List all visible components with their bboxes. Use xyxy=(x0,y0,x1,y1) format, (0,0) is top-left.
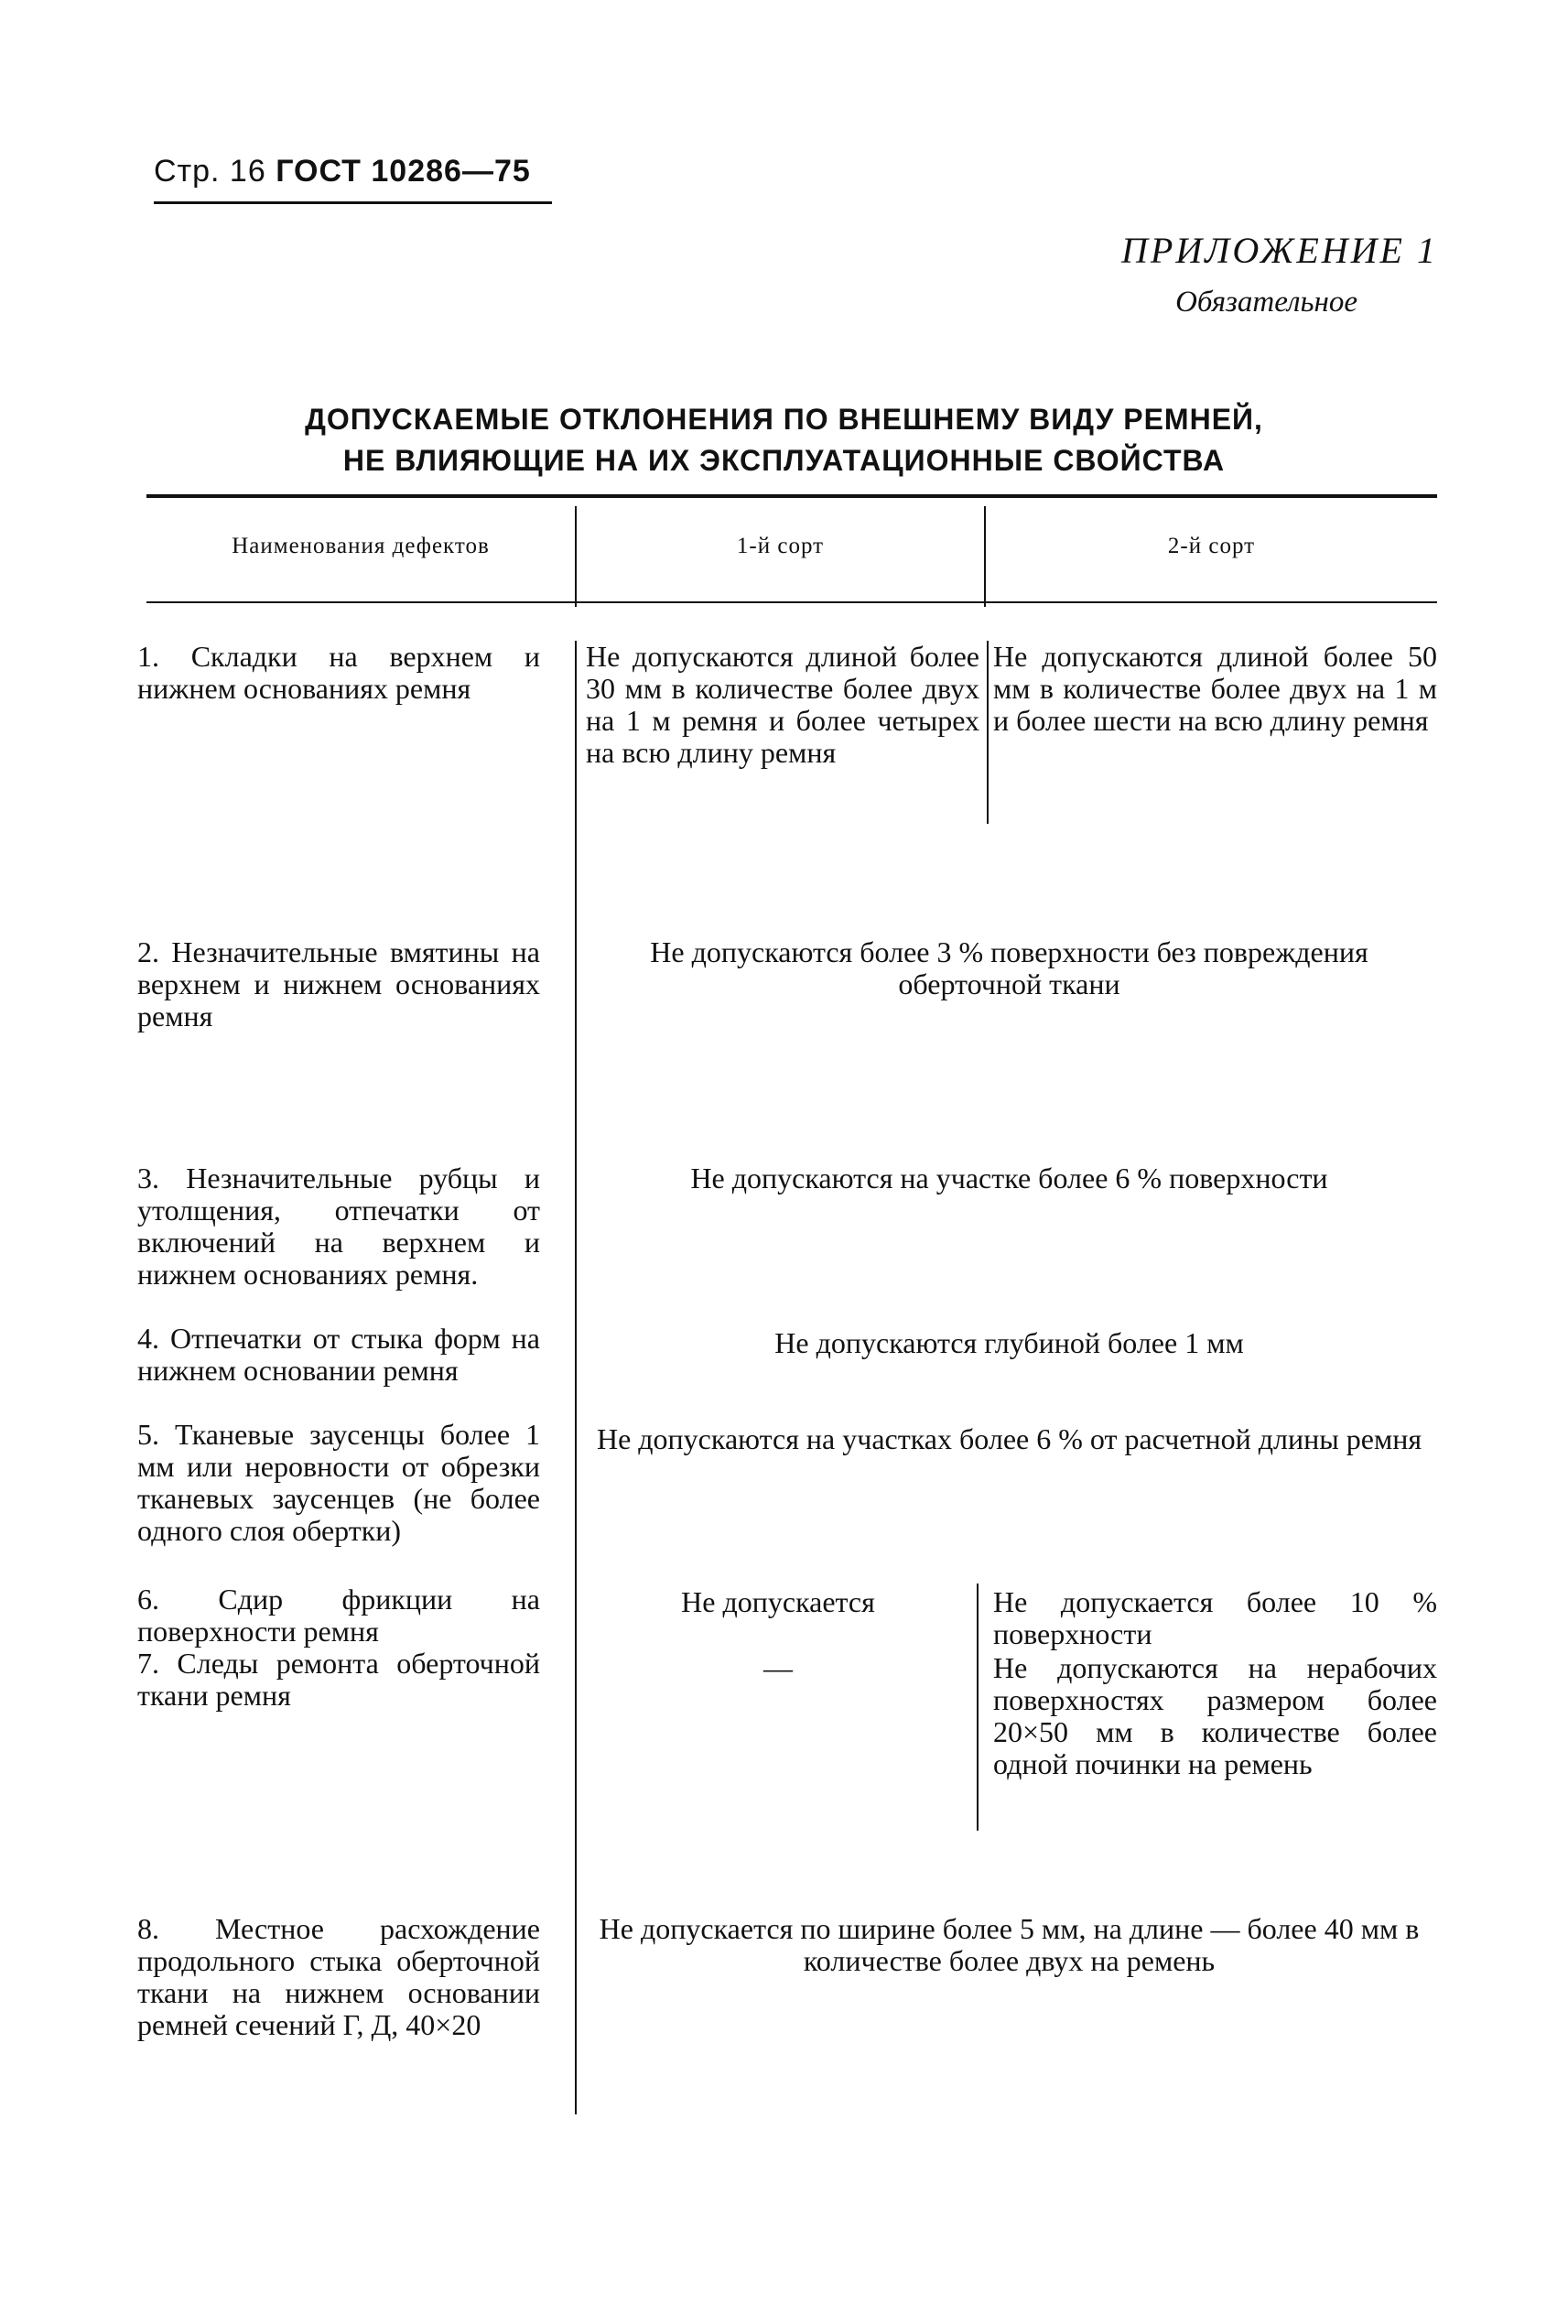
defect-cell-8: 8. Местное расхождение продольного стыка оберточной ткани на нижнем основании ремней сечений Г, Д, 40×20 xyxy=(137,1912,540,2041)
both-grades-cell-4: Не допускаются глубиной более 1 мм xyxy=(774,1326,1244,1359)
both-grades-cell-8: Не допускается по ширине более 5 мм, на длине — более 40 мм в количестве более двух на ремень xyxy=(599,1912,1420,1977)
table-head-rule xyxy=(146,601,1437,603)
grade1-cell-6: Не допускается xyxy=(681,1585,875,1618)
appendix-status: Обязательное xyxy=(1175,286,1357,319)
defect-cell-3: 3. Незначительные рубцы и утолщения, отпечатки от включений на верхнем и нижнем основаниях ремня. xyxy=(137,1162,540,1291)
heading-line-2: НЕ ВЛИЯЮЩИЕ НА ИХ ЭКСПЛУАТАЦИОННЫЕ СВОЙСТВА xyxy=(342,444,1226,477)
grade2-cell-7: Не допускаются на нерабочих поверхностях размером более 20×50 мм в количестве более одной починки на ремень xyxy=(993,1651,1437,1780)
page-header xyxy=(154,154,531,189)
grade2-cell-6: Не допускается более 10 % поверхности xyxy=(993,1585,1437,1650)
defect-cell-1: 1. Складки на верхнем и нижнем основаниях ремня xyxy=(137,640,540,705)
row1-divider-2 xyxy=(987,641,989,824)
both-grades-cell-2: Не допускаются более 3 % поверхности без повреждения оберточной ткани xyxy=(650,935,1368,1000)
defect-cell-6: 6. Сдир фрикции на поверхности ремня xyxy=(137,1583,540,1648)
defect-cell-7: 7. Следы ремонта оберточной ткани ремня xyxy=(137,1647,540,1712)
doc-code: ГОСТ 10286—75 xyxy=(276,154,531,189)
appendix-title: ПРИЛОЖЕНИЕ 1 xyxy=(1121,230,1438,271)
table-top-rule xyxy=(146,494,1437,498)
both-grades-cell-5: Не допускаются на участках более 6 % от расчетной длины ремня xyxy=(596,1422,1422,1455)
grade1-cell-7: — xyxy=(763,1651,793,1684)
defect-cell-5: 5. Тканевые заусенцы более 1 мм или неровности от обрезки тканевых заусенцев (не более одного слоя обертки) xyxy=(137,1418,540,1547)
grade2-cell-1: Не допускаются длиной более 50 мм в количестве более двух на 1 м и более шести на всю длину ремня xyxy=(993,640,1437,737)
both-grades-cell-3: Не допускаются на участке более 6 % поверхности xyxy=(690,1162,1328,1194)
defect-cell-2: 2. Незначительные вмятины на верхнем и нижнем основаниях ремня xyxy=(137,935,540,1032)
page-label: Стр. 16 xyxy=(154,154,266,189)
column-header-grade1: 1-й сорт xyxy=(736,534,825,558)
column-header-defect: Наименования дефектов xyxy=(232,534,490,558)
row6-divider-2 xyxy=(977,1584,979,1831)
column-header-grade2: 2-й сорт xyxy=(1167,534,1256,558)
grade1-cell-1: Не допускаются длиной более 30 мм в количестве более двух на 1 м ремня и более четырех на всю длину ремня xyxy=(586,640,979,769)
defect-cell-4: 4. Отпечатки от стыка форм на нижнем основании ремня xyxy=(137,1322,540,1387)
heading-line-1: ДОПУСКАЕМЫЕ ОТКЛОНЕНИЯ ПО ВНЕШНЕМУ ВИДУ РЕМНЕЙ, xyxy=(305,403,1263,436)
column-divider-1 xyxy=(575,641,577,2114)
header-rule xyxy=(154,201,552,204)
